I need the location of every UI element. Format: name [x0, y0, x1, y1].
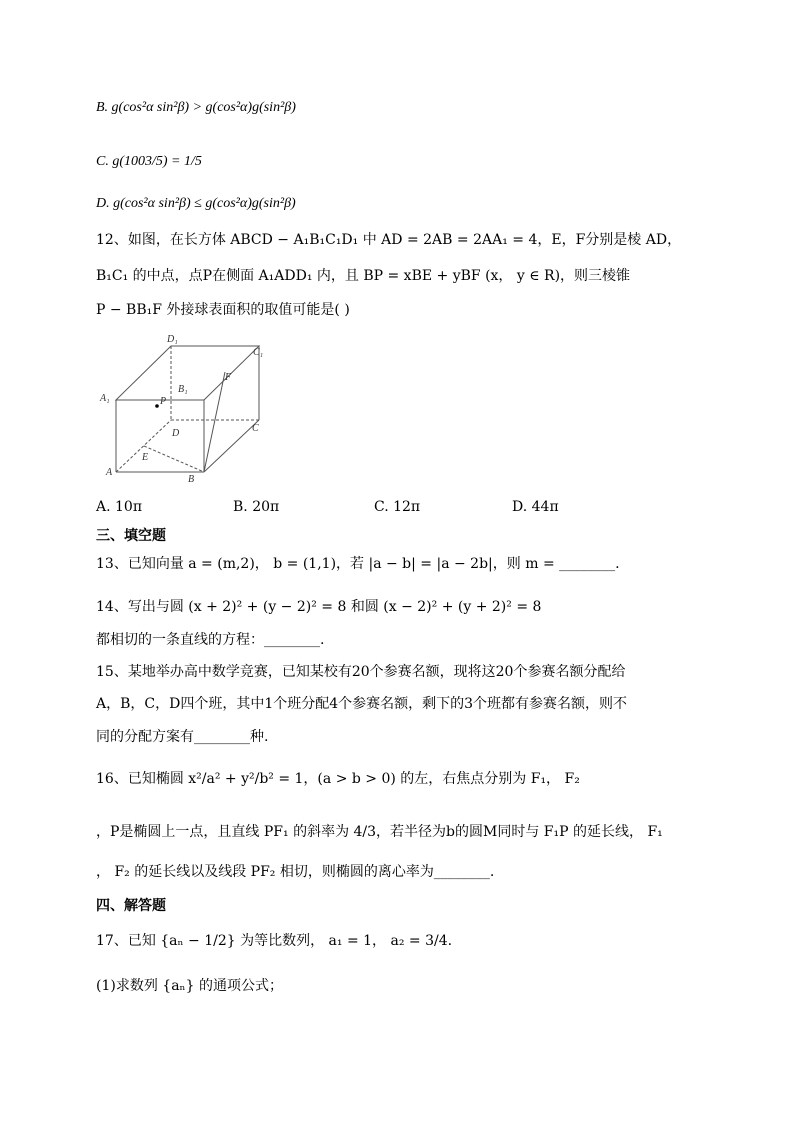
q16-line-2: ，P是椭圆上一点，且直线 PF₁ 的斜率为 4/3，若半径为b的圆M同时与 F₁P 的延长线， F₁ — [96, 824, 663, 840]
line-b: B. g(cos²α sin²β) > g(cos²α)g(sin²β) — [96, 100, 296, 115]
q17-line-2: (1)求数列 {aₙ} 的通项公式； — [96, 978, 283, 994]
line-d: D. g(cos²α sin²β) ≤ g(cos²α)g(sin²β) — [96, 196, 296, 211]
label-c: C — [252, 423, 259, 434]
choice-b: B. 20π — [233, 499, 280, 515]
cuboid-figure — [94, 332, 274, 487]
section-4-heading: 四、解答题 — [96, 898, 166, 914]
q13-line: 13、已知向量 a = (m,2)， b = (1,1)，若 |a − b| = |a − 2b|，则 m = ________. — [96, 556, 620, 572]
label-e: E — [142, 452, 149, 463]
choice-a: A. 10π — [96, 499, 143, 515]
label-f: F — [225, 372, 232, 383]
label-d1: D₁ — [167, 334, 178, 345]
q15-line-3: 同的分配方案有________种. — [96, 729, 269, 745]
choice-c: C. 12π — [374, 499, 421, 515]
q12-line-2: B₁C₁ 的中点，点P在侧面 A₁ADD₁ 内，且 BP = xBE + yBF (x， y ∈ R)，则三棱锥 — [96, 268, 631, 284]
label-a1: A₁ — [100, 393, 110, 404]
label-b: B — [188, 474, 195, 485]
label-p: P — [160, 396, 167, 407]
q16-line-1: 16、已知椭圆 x²/a² + y²/b² = 1，(a > b > 0) 的左，右焦点分别为 F₁， F₂ — [96, 771, 580, 787]
label-a: A — [106, 467, 113, 478]
q15-line-2: A，B，C，D四个班，其中1个班分配4个参赛名额，剩下的3个班都有参赛名额，则不 — [96, 696, 628, 712]
label-d: D — [172, 428, 180, 439]
line-c: C. g(1003/5) = 1/5 — [96, 154, 202, 169]
q14-line-1: 14、写出与圆 (x + 2)² + (y − 2)² = 8 和圆 (x − 2)² + (y + 2)² = 8 — [96, 599, 542, 615]
q17-line-1: 17、已知 {aₙ − 1/2} 为等比数列， a₁ = 1， a₂ = 3/4. — [96, 933, 453, 949]
q15-line-1: 15、某地举办高中数学竞赛，已知某校有20个参赛名额，现将这20个参赛名额分配给 — [96, 664, 626, 680]
q12-line-3: P − BB₁F 外接球表面积的取值可能是( ) — [96, 302, 350, 318]
q16-line-3: ， F₂ 的延长线以及线段 PF₂ 相切，则椭圆的离心率为________. — [96, 864, 495, 880]
section-3-heading: 三、填空题 — [96, 528, 166, 544]
q14-line-2: 都相切的一条直线的方程：________. — [96, 632, 325, 648]
label-c1: C₁ — [253, 347, 264, 358]
q12-line-1: 12、如图，在长方体 ABCD − A₁B₁C₁D₁ 中 AD = 2AB = 2AA₁ = 4，E，F分别是棱 AD， — [96, 232, 682, 248]
choice-d: D. 44π — [512, 499, 559, 515]
label-b1: B₁ — [178, 384, 188, 395]
